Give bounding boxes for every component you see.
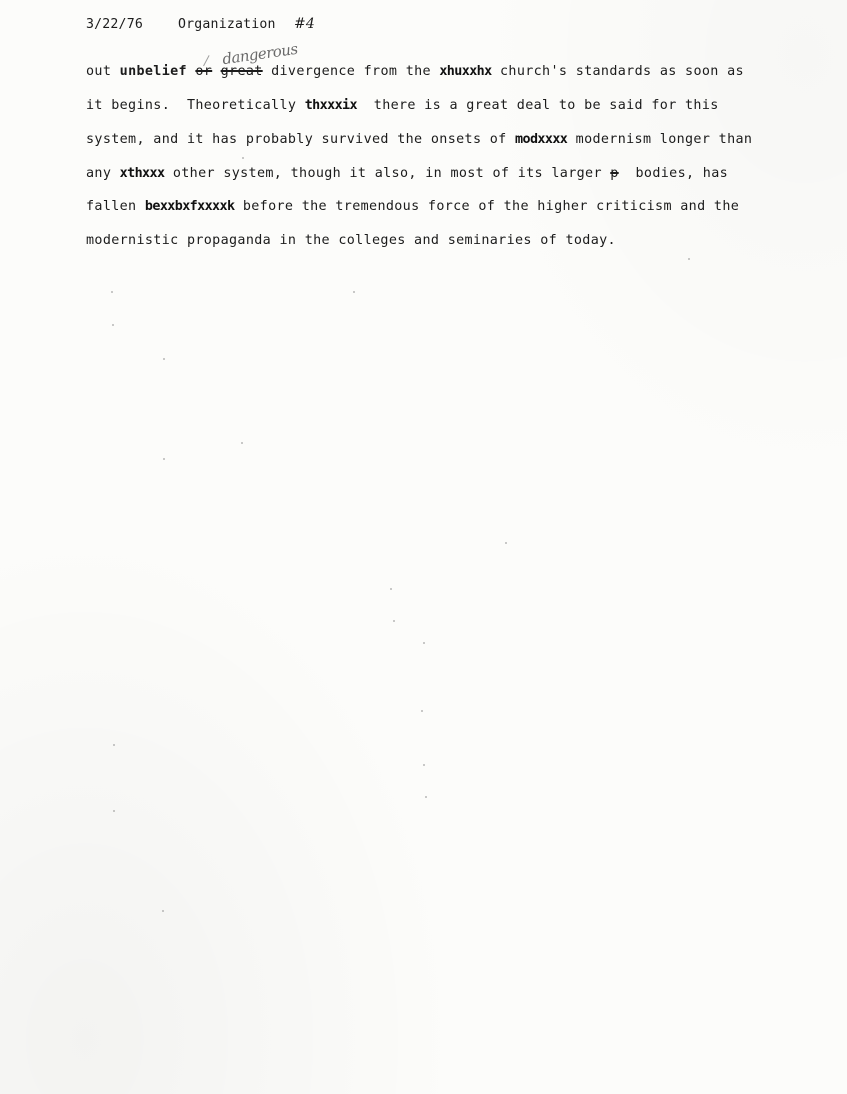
typed-text: out	[86, 64, 120, 79]
struck-text: or	[195, 64, 213, 79]
paper-speck	[423, 764, 425, 766]
paper-speck	[162, 910, 164, 912]
header-title: Organization	[178, 17, 276, 32]
paper-speck	[112, 324, 114, 326]
overtyped-text: unbelief	[119, 64, 187, 79]
typed-strikeout: xhuxxhx	[439, 64, 492, 79]
paper-speck	[163, 358, 165, 360]
paper-speck	[113, 810, 115, 812]
paper-speck	[390, 588, 392, 590]
typed-text: divergence from the	[262, 64, 440, 79]
text-line	[86, 199, 739, 214]
typed-strikeout: xthxxx	[119, 166, 165, 181]
paper-speck	[505, 542, 507, 544]
typed-strikeout: bexxbxfxxxxk	[144, 199, 235, 214]
header-page-number: #4	[294, 16, 316, 32]
paper-speck	[425, 796, 427, 798]
typed-strikeout: thxxxix	[304, 98, 357, 113]
typed-text: other system, though it also, in most of its larger	[164, 166, 611, 181]
typed-text: modernistic propaganda in the colleges and seminaries of today.	[86, 233, 616, 248]
typed-text: it begins. Theoretically	[86, 98, 305, 113]
paper-speck	[393, 620, 395, 622]
text-line	[86, 64, 744, 79]
typed-text	[212, 64, 220, 79]
typed-text: fallen	[86, 199, 145, 214]
text-line	[86, 233, 616, 248]
handwritten-annotation: dangerous	[221, 39, 299, 69]
paper-speck	[421, 710, 423, 712]
paper-speck	[111, 291, 113, 293]
typed-text: there is a great deal to be said for this	[356, 98, 719, 113]
typed-strikeout: modxxxx	[515, 132, 568, 147]
struck-text: great	[220, 64, 263, 79]
page-header	[86, 16, 315, 32]
text-line	[86, 132, 752, 147]
typed-text: any	[86, 166, 120, 181]
typed-text: bodies, has	[618, 166, 729, 181]
paper-speck	[163, 458, 165, 460]
typed-text: church's standards as soon as	[491, 64, 744, 79]
header-date: 3/22/76	[86, 17, 143, 32]
struck-text: p	[610, 166, 619, 181]
text-line	[86, 166, 728, 181]
paper-speck	[242, 157, 244, 159]
text-line	[86, 98, 719, 113]
paper-speck	[688, 258, 690, 260]
typed-text: system, and it has probably survived the onsets of	[86, 132, 516, 147]
paper-speck	[241, 442, 243, 444]
typed-text: before the tremendous force of the higher criticism and the	[234, 199, 740, 214]
typed-text: modernism longer than	[567, 132, 753, 147]
paper-speck	[423, 642, 425, 644]
paper-speck	[353, 291, 355, 293]
paper-speck	[113, 744, 115, 746]
